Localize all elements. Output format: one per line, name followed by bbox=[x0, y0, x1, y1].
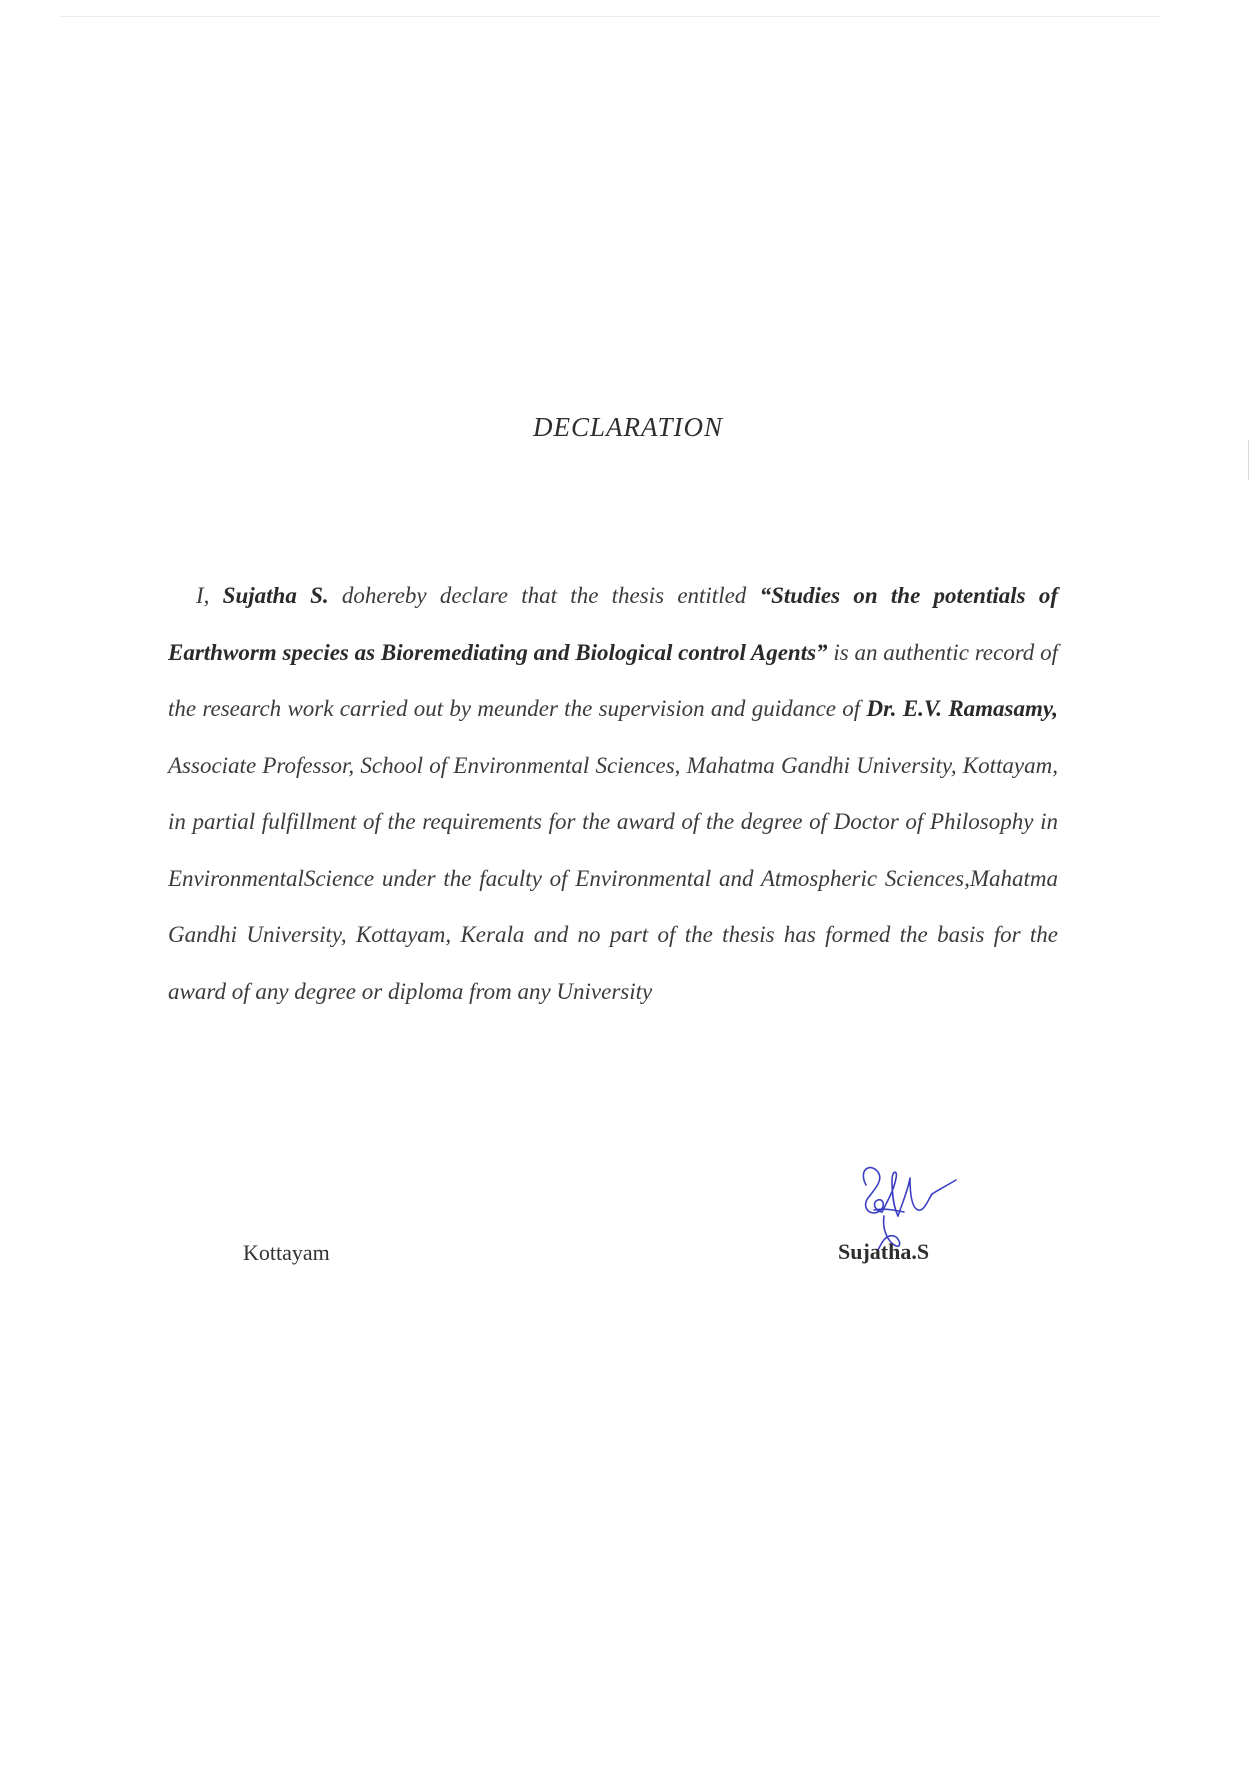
opening-text: I, bbox=[196, 583, 223, 608]
thesis-title: “Studies on the potentials of Earthworm species as Bioremediating and Biological control Agents” bbox=[168, 583, 1058, 665]
declaration-text-3: Associate Professor, School of Environmental Sciences, Mahatma Gandhi University, Kottayam, in partial fulfillment of the requirements for the award of the degree of Doctor of Philosophy in EnvironmentalScience under the faculty of Environmental and Atmospheric Sciences, bbox=[168, 752, 1058, 891]
supervisor-name: Dr. E.V. Ramasamy, bbox=[866, 696, 1058, 721]
declaration-text-1: dohereby declare that the thesis entitled bbox=[328, 583, 760, 608]
scan-artifact-edge bbox=[1248, 440, 1249, 480]
declarant-name: Sujatha S. bbox=[222, 583, 329, 608]
declaration-text-2: is an authentic record of the research work carried out by meunder the supervision and guidance of bbox=[168, 639, 1059, 721]
scan-artifact-top bbox=[60, 16, 1160, 17]
signer-name: Sujatha.S bbox=[838, 1239, 930, 1264]
declaration-paragraph bbox=[168, 568, 1058, 1020]
declaration-text-4: Mahatma Gandhi University, Kottayam, Kerala and no part of the thesis has formed the basis for the award of any degree or diploma from any University bbox=[168, 865, 1058, 1004]
page-title: DECLARATION bbox=[532, 412, 723, 442]
place-label: Kottayam bbox=[243, 1240, 330, 1265]
